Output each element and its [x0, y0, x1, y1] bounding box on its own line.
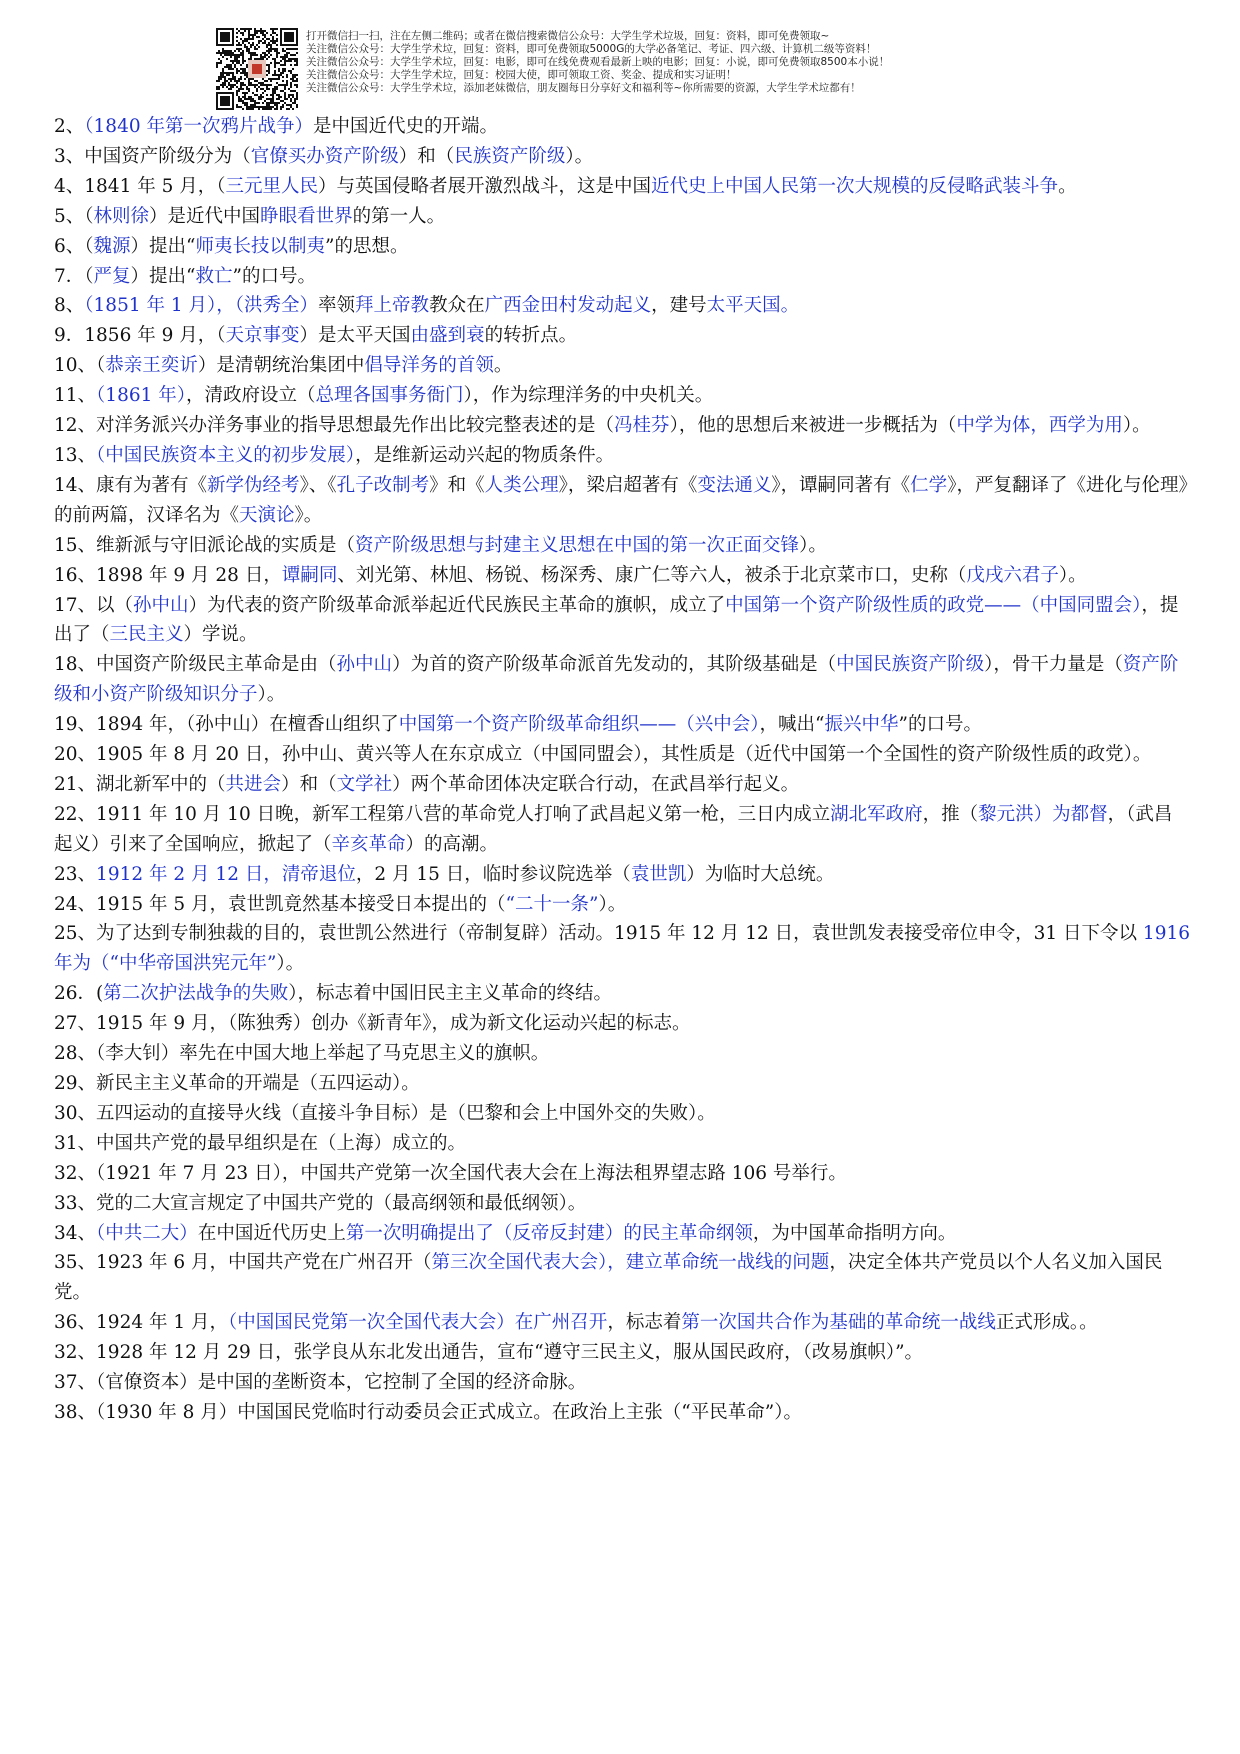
note-item [54, 1159, 1190, 1189]
highlighted-text: 官僚买办资产阶级 [250, 145, 399, 167]
text-segment: 》，严复翻译了《进化与伦理》的前两篇，汉译名为《 [54, 474, 1188, 526]
highlighted-text: 中国民族资产阶级 [836, 654, 985, 676]
highlighted-text: 谭嗣同 [281, 564, 338, 586]
highlighted-text: “二十一条” [505, 893, 599, 915]
text-segment: 6、（ [54, 235, 94, 257]
text-segment: 》、《 [299, 474, 337, 496]
highlighted-text: （中国民族资本主义的初步发展） [96, 444, 356, 466]
note-item [54, 232, 1190, 262]
highlighted-text: 师夷长技以制夷 [195, 235, 326, 257]
text-segment: ”的思想。 [325, 235, 409, 257]
highlighted-text: 恭亲王奕䜣 [105, 355, 198, 377]
text-segment: ，提出了（ [54, 594, 1179, 646]
highlighted-text: 太平天国。 [706, 295, 800, 317]
text-segment: ）两个革命团体决定联合行动，在武昌举行起义。 [392, 773, 800, 795]
promo-lines [306, 30, 1016, 95]
note-item [54, 710, 1190, 740]
note-item [54, 591, 1190, 651]
qr-code-icon[interactable] [216, 28, 298, 110]
highlighted-text: 由盛到衰 [410, 325, 485, 347]
highlighted-text: 中国第一个资产阶级性质的政党——（中国同盟会） [725, 594, 1142, 616]
text-segment: ）为临时大总统。 [686, 863, 835, 885]
highlighted-text: 共进会 [225, 773, 282, 795]
text-segment: 16、1898 年 9 月 28 日， [54, 564, 282, 586]
text-segment: 》，梁启超著有《 [558, 474, 698, 496]
text-segment: 18、中国资产阶级民主革命是由（ [54, 654, 337, 676]
text-segment: ，2 月 15 日，临时参议院选举（ [355, 863, 631, 885]
text-segment: ，是维新运动兴起的物质条件。 [355, 444, 615, 466]
note-item [54, 202, 1190, 232]
highlighted-text: （1840 年第一次鸦片战争） [84, 116, 313, 137]
text-segment: 9．1856 年 9 月，（ [54, 325, 226, 347]
text-segment: 14、康有为著有《 [54, 474, 208, 496]
highlighted-text: 睁眼看世界 [260, 205, 353, 227]
note-item [54, 471, 1190, 531]
note-item [54, 1219, 1190, 1249]
text-segment: 10、（ [54, 355, 106, 377]
promo-line: 关注微信公众号：大学生学术垃，回复：电影，即可在线免费观看最新上映的电影；回复：小说，即可免费领取8500本小说！ [306, 56, 890, 68]
text-segment: ）。 [257, 684, 286, 706]
text-segment: ”的口号。 [232, 265, 316, 287]
text-segment: ）是太平天国 [299, 325, 411, 347]
highlighted-text: 文学社 [336, 773, 393, 795]
highlighted-text: （1861 年） [96, 385, 187, 407]
highlighted-text: 辛亥革命 [331, 833, 406, 855]
note-item [54, 1368, 1190, 1398]
highlighted-text: 仁学 [910, 474, 948, 496]
text-segment: 、刘光第、林旭、杨锐、杨深秀、康广仁等六人，被杀于北京菜市口，史称（ [337, 564, 967, 586]
highlighted-text: 戊戌六君子 [966, 564, 1059, 586]
note-item [54, 919, 1190, 979]
note-item [54, 1009, 1190, 1039]
highlighted-text: 1912 年 2 月 12 日，清帝退位 [96, 863, 356, 885]
text-segment: 教众在 [429, 295, 485, 317]
text-segment: ，喊出“ [759, 714, 825, 736]
highlighted-text: 1916 年为（“中华帝国洪宪元年” [54, 923, 1191, 975]
highlighted-text: 孔子改制考 [336, 474, 430, 496]
text-segment: 的转折点。 [484, 325, 578, 347]
highlighted-text: 人类公理 [484, 474, 559, 496]
text-segment: 率领 [318, 295, 356, 317]
note-item [54, 411, 1190, 441]
text-segment: ，标志着 [607, 1312, 682, 1334]
note-item [54, 770, 1190, 800]
highlighted-text: 湖北军政府 [830, 803, 923, 825]
text-segment: 32、1928 年 12 月 29 日，张学良从东北发出通告，宣布“遵守三民主义，服从国民政府，（改易旗帜）”。 [54, 1342, 924, 1364]
note-item [54, 740, 1190, 770]
text-segment: ，为中国革命指明方向。 [752, 1222, 957, 1244]
text-segment: ）。 [1122, 415, 1151, 437]
text-segment: 13、 [54, 444, 97, 466]
text-segment: 26．( [54, 983, 104, 1005]
promo-line: 关注微信公众号：大学生学术垃，添加老妹微信，朋友圈每日分享好文和福利等~你所需要的资源，大学生学术垃都有！ [306, 82, 861, 94]
note-item [54, 1308, 1190, 1338]
highlighted-text: 总理各国事务衙门 [315, 385, 464, 407]
text-segment: ）为首的资产阶级革命派首先发动的，其阶级基础是（ [392, 654, 837, 676]
highlighted-text: 黎元洪）为都督 [978, 803, 1108, 825]
highlighted-text: 变法通义 [697, 474, 772, 496]
text-segment: 12、对洋务派兴办洋务事业的指导思想最先作出比较完整表述的是（ [54, 415, 615, 437]
text-segment: 35、1923 年 6 月，中国共产党在广州召开（ [54, 1252, 432, 1274]
text-segment: ）和（ [281, 773, 337, 795]
text-segment: ”的口号。 [898, 714, 982, 736]
highlighted-text: 第一次明确提出了（反帝反封建）的民主革命纲领 [345, 1222, 753, 1244]
note-item [54, 441, 1190, 471]
text-segment: 》和《 [429, 474, 485, 496]
text-segment: 是中国近代史的开端。 [313, 116, 499, 137]
highlighted-text: 袁世凯 [630, 863, 687, 885]
text-segment: 27、1915 年 9 月，（陈独秀）创办《新青年》，成为新文化运动兴起的标志。 [54, 1013, 691, 1035]
text-segment: ），骨干力量是（ [984, 654, 1123, 676]
text-segment: 2、 [54, 116, 85, 137]
text-segment: 15、维新派与守旧派论战的实质是（ [54, 534, 356, 556]
text-segment: ）。 [276, 953, 305, 975]
text-segment: ）。 [799, 534, 827, 556]
note-item [54, 291, 1190, 321]
text-segment: 》。 [294, 504, 323, 526]
note-item [54, 800, 1190, 860]
text-segment: ，决定全体共产党员以个人名义加入国民党。 [54, 1252, 1163, 1304]
text-segment: 36、1924 年 1 月， [54, 1312, 229, 1334]
text-segment: ）的高潮。 [405, 833, 499, 855]
text-segment: 34、 [54, 1222, 97, 1244]
notes-body [54, 112, 1190, 1428]
promo-header [216, 28, 1016, 110]
text-segment: 11、 [54, 385, 97, 407]
note-item [54, 381, 1190, 411]
text-segment: 28、（李大钊）率先在中国大地上举起了马克思主义的旗帜。 [54, 1043, 550, 1065]
text-segment: 22、1911 年 10 月 10 日晚，新军工程第八营的革命党人打响了武昌起义第一枪，三日内成立 [54, 803, 831, 825]
note-item [54, 979, 1190, 1009]
highlighted-text: 第二次护法战争的失败 [103, 983, 289, 1005]
text-segment: ）提出“ [130, 235, 196, 257]
text-segment: 37、（官僚资本）是中国的垄断资本，它控制了全国的经济命脉。 [54, 1372, 587, 1394]
text-segment: 4、1841 年 5 月，（ [54, 175, 226, 197]
text-segment: 32、（1921 年 7 月 23 日），中国共产党第一次全国代表大会在上海法租界望志路 106 号举行。 [54, 1162, 847, 1184]
text-segment: ）是近代中国 [149, 205, 261, 227]
promo-line: 打开微信扫一扫，注在左侧二维码；或者在微信搜索微信公众号：大学生学术垃圾，回复：资料，即可免费领取~ [306, 30, 830, 42]
text-segment: ）。 [598, 893, 627, 915]
text-segment: ），标志着中国旧民主主义革命的终结。 [288, 983, 613, 1005]
text-segment: 正式形成。。 [995, 1312, 1098, 1334]
highlighted-text: 资产阶级和小资产阶级知识分子 [54, 654, 1179, 706]
highlighted-text: 严复 [93, 265, 131, 287]
text-segment: ）。 [565, 145, 594, 167]
highlighted-text: 救亡 [195, 265, 233, 287]
highlighted-text: 拜上帝教 [355, 295, 430, 317]
text-segment: 3、中国资产阶级分为（ [54, 145, 251, 167]
text-segment: 25、为了达到专制独裁的目的，袁世凯公然进行（帝制复辟）活动。1915 年 12 月 12 日，袁世凯发表接受帝位申令，31 日下令以 [54, 923, 1143, 945]
highlighted-text: 三元里人民 [225, 175, 319, 197]
text-segment: 在中国近代历史上 [197, 1222, 346, 1244]
text-segment: 7．（ [54, 265, 94, 287]
text-segment: 19、1894 年，（孙中山）在檀香山组织了 [54, 714, 399, 736]
highlighted-text: 资产阶级思想与封建主义思想在中国的第一次正面交锋 [355, 534, 800, 556]
highlighted-text: 近代史上中国人民第一次大规模的反侵略武装斗争 [651, 175, 1059, 197]
highlighted-text: 第一次国共合作为基础的革命统一战线 [681, 1312, 996, 1334]
highlighted-text: （中国国民党第一次全国代表大会）在广州召开 [228, 1312, 608, 1334]
note-item [54, 650, 1190, 710]
highlighted-text: （中共二大） [96, 1222, 198, 1244]
text-segment: ）和（ [398, 145, 455, 167]
text-segment: ）与英国侵略者展开激烈战斗，这是中国 [318, 175, 652, 197]
highlighted-text: 民族资产阶级 [454, 145, 566, 167]
text-segment: ）学说。 [183, 624, 258, 646]
text-segment: ）。 [1058, 564, 1087, 586]
highlighted-text: 魏源 [93, 235, 131, 257]
highlighted-text: 三民主义 [109, 624, 184, 646]
text-segment: 38、（1930 年 8 月）中国国民党临时行动委员会正式成立。在政治上主张（“平民革命”）。 [54, 1401, 802, 1423]
highlighted-text: 倡导洋务的首领 [364, 355, 494, 377]
note-item [54, 172, 1190, 202]
highlighted-text: 广西金田村发动起义 [484, 295, 652, 317]
note-item [54, 860, 1190, 890]
text-segment: 29、新民主主义革命的开端是（五四运动）。 [54, 1073, 420, 1094]
note-item [54, 531, 1190, 561]
text-segment: ）为代表的资产阶级革命派举起近代民族民主革命的旗帜，成立了 [188, 594, 726, 616]
promo-line: 关注微信公众号：大学生学术垃，回复：校园大使，即可领取工资、奖金、提成和实习证明！ [306, 69, 737, 81]
text-segment: ，建号 [651, 295, 707, 317]
text-segment: 31、中国共产党的最早组织是在（上海）成立的。 [54, 1132, 467, 1154]
promo-line: 关注微信公众号：大学生学术垃，回复：资料，即可免费领取5000G的大学必备笔记、考证、四六级、计算机二级等资料！ [306, 43, 877, 55]
text-segment: 8、 [54, 295, 85, 317]
note-item [54, 561, 1190, 591]
text-segment: 33、党的二大宣言规定了中国共产党的（最高纲领和最低纲领）。 [54, 1192, 587, 1214]
highlighted-text: 第三次全国代表大会），建立革命统一战线的问题 [431, 1252, 830, 1274]
text-segment: ，推（ [922, 803, 979, 825]
note-item [54, 142, 1190, 172]
text-segment: ）提出“ [130, 265, 196, 287]
highlighted-text: 孙中山 [133, 594, 189, 616]
text-segment: ，（武昌起义）引来了全国响应，掀起了（ [54, 803, 1173, 855]
text-segment: ），他的思想后来被进一步概括为（ [669, 415, 957, 437]
text-segment: 21、湖北新军中的（ [54, 773, 226, 795]
note-item [54, 1069, 1190, 1099]
text-segment: 20、1905 年 8 月 20 日，孙中山、黄兴等人在东京成立（中国同盟会），其性质是（近代中国第一个全国性的资产阶级性质的政党）。 [54, 744, 1152, 766]
highlighted-text: 天京事变 [225, 325, 300, 347]
text-segment: 。 [493, 355, 513, 377]
note-item [54, 890, 1190, 920]
text-segment: 5、（ [54, 205, 94, 227]
note-item [54, 112, 1190, 142]
highlighted-text: 孙中山 [336, 654, 393, 676]
note-item [54, 1039, 1190, 1069]
text-segment: 的第一人。 [352, 205, 446, 227]
note-item [54, 321, 1190, 351]
text-segment: ），作为综理洋务的中央机关。 [463, 385, 714, 407]
text-segment: 。 [1058, 175, 1077, 197]
text-segment: ）是清朝统治集团中 [197, 355, 365, 377]
highlighted-text: 中学为体，西学为用 [956, 415, 1123, 437]
text-segment: 30、五四运动的直接导火线（直接斗争目标）是（巴黎和会上中国外交的失败）。 [54, 1102, 716, 1124]
highlighted-text: 振兴中华 [824, 714, 899, 736]
text-segment: 24、1915 年 5 月，袁世凯竟然基本接受日本提出的（ [54, 893, 506, 915]
highlighted-text: （1851 年 1 月），（洪秀全） [84, 295, 319, 317]
highlighted-text: 中国第一个资产阶级革命组织——（兴中会） [398, 714, 760, 736]
text-segment: ，清政府设立（ [186, 385, 316, 407]
note-item [54, 262, 1190, 292]
note-item [54, 1338, 1190, 1368]
highlighted-text: 林则徐 [93, 205, 150, 227]
note-item [54, 1129, 1190, 1159]
highlighted-text: 冯桂芬 [614, 415, 670, 437]
note-item [54, 1398, 1190, 1428]
note-item [54, 351, 1190, 381]
note-item [54, 1248, 1190, 1308]
text-segment: 17、以（ [54, 594, 134, 616]
highlighted-text: 新学伪经考 [207, 474, 300, 496]
text-segment: 》，谭嗣同著有《 [771, 474, 911, 496]
note-item [54, 1189, 1190, 1219]
text-segment: 23、 [54, 863, 97, 885]
note-item [54, 1099, 1190, 1129]
highlighted-text: 天演论 [239, 504, 295, 526]
